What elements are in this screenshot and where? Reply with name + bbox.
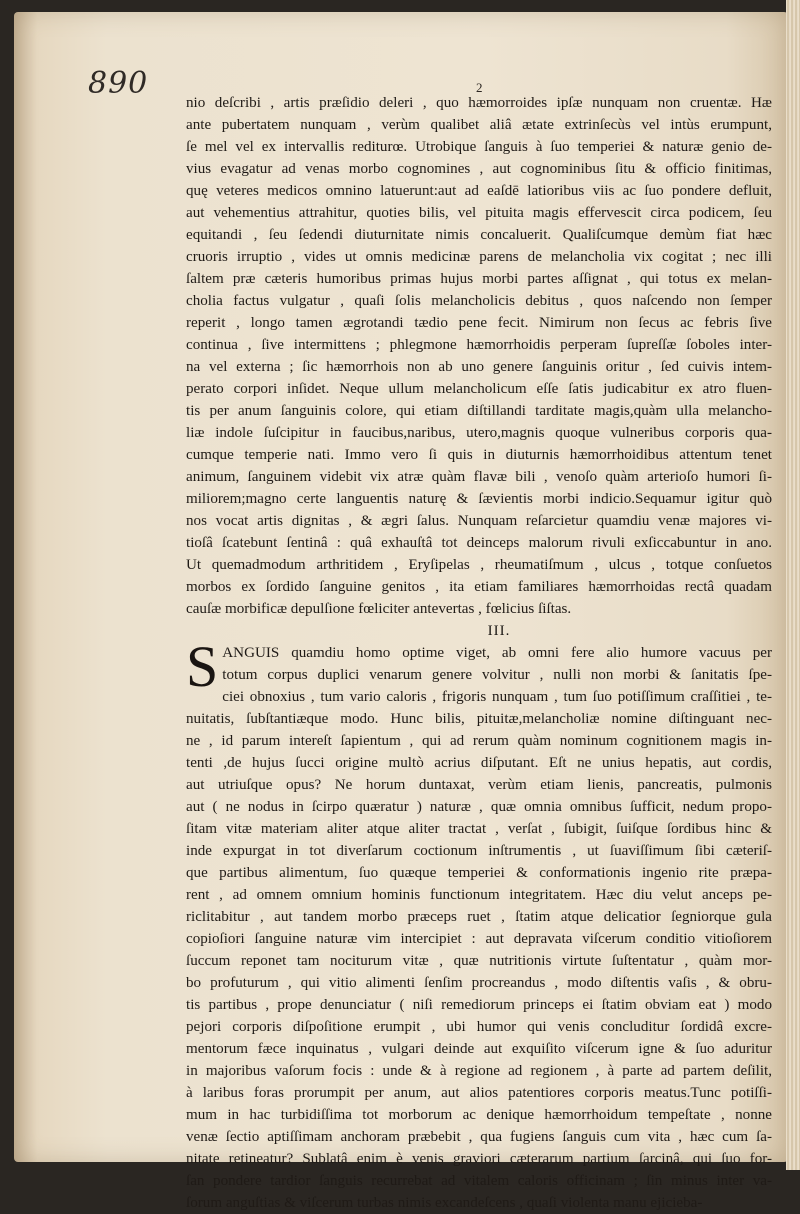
text-line: inde expurgat in tot diverſarum coctionum inſtrumentis , ut ſuaviſſimum ſibi cæteriſ- — [186, 843, 772, 859]
section-heading-numeral: III. — [487, 623, 511, 639]
text-line: continua , ſive intermittens ; phlegmone hæmorrhoidis perperam ſupreſſæ ſoboles inter- — [186, 337, 772, 353]
text-line: ANGUIS quamdiu homo optime viget, ab omni fere alio humore vacuus per — [222, 645, 772, 661]
text-line: aut ( ne nodus in ſcirpo quæratur ) naturæ , quæ omnia omnibus ſufficit, nedum propo- — [186, 799, 772, 815]
text-line: ſitam vitæ materiam aliter atque aliter tractat , verſat , ſubigit, ſuiſque ſordibus hinc & — [186, 821, 772, 837]
text-line: cruoris irruptio , vides ut omnis medicinæ parens de melancholia vix cogitat ; nec illi — [186, 249, 772, 265]
page-edge — [786, 0, 800, 1170]
text-line: perato corpori inſidet. Neque ullum melancholicum eſſe ſatis judicabitur ex atro fluen- — [186, 381, 772, 397]
text-line: tioſâ ſcatebunt ſentinâ : quâ exhauſtâ tot deinceps malorum rivuli exſiccabuntur in ano. — [186, 535, 772, 551]
text-line: nio deſcribi , artis præſidio deleri , quo hæmorroides ipſæ nunquam non cruentæ. Hæ — [186, 95, 772, 111]
text-line: copioſiori ſanguine naturæ vim intercipiet : aut depravata viſcerum conditio vitioſiorem — [186, 931, 772, 947]
text-line: rent , ad omnem omnium hominis functionum integritatem. Hæc diu velut anceps pe- — [186, 887, 772, 903]
text-line: miliorem;magno certe languentis naturę & ſævientis morbi indicio.Sequamur igitur quò — [186, 491, 772, 507]
text-line: nitate retineatur? Sublatâ enim è venis graviori cæterarum partium ſarcinâ, qui ſuo for- — [186, 1151, 772, 1167]
text-line: morbos ex ſordido ſanguine genitos , ita etiam familiares hæmorrhoidas rectâ quadam — [186, 579, 772, 595]
text-line: bo profuturum , qui vitio alimenti ſenſim procreandus , modo diſtentis vaſis , & obru- — [186, 975, 772, 991]
text-line: ne , id parum intereſt ſapientum , qui ad rerum quàm nominum cognitionem magis in- — [186, 733, 772, 749]
text-line: ante pubertatem nunquam , verùm qualibet aliâ ætate extrinſecùs vel intùs erumpunt, — [186, 117, 772, 133]
text-line: aut vehementius attrahitur, quoties bilis, vel pituita magis effervescit circa podicem, ſeu — [186, 205, 772, 221]
paragraph-section-2 — [186, 634, 772, 1214]
text-line: mum in hac turbidiſſima tot morborum ac denique hæmorrhoidum tempeſtate , nonne — [186, 1107, 772, 1123]
text-line: na vel externa ; ſic hæmorrhois non ab uno genere ſanguinis oritur , ſed cuivis intem- — [186, 359, 772, 375]
text-line: tis per anum ſanguinis colore, qui etiam diſtillandi tarditate magis,quàm ulla melancho- — [186, 403, 772, 419]
text-line: nuitatis, ſubſtantiæque modo. Hunc bilis, pituitæ,melancholiæ nomine diſtinguant nec- — [186, 711, 772, 727]
text-block — [186, 92, 772, 1214]
text-line: equitandi , ſeu ſedendi diuturnitate nimis concaluerit. Qualiſcumque demùm fiat hæc — [186, 227, 772, 243]
text-line: nos vocat artis dignitas , & ægri ſalus. Nunquam reſarcietur quamdiu venæ majores vi- — [186, 513, 772, 529]
text-line: cumque temperie nati. Immo vero ſi quis in diuturnis hæmorrhoidibus attentum tenet — [186, 447, 772, 463]
page-number: 890 — [88, 66, 149, 101]
text-line: ciei obnoxius , tum vario caloris , frigoris nunquam , tum ſuo potiſſimum craſſitiei , te- — [222, 689, 772, 705]
text-line: totum corpus duplici venarum genere volvitur , nulli non morbi & ſanitatis ſpe- — [222, 667, 772, 683]
text-line: vius evagatur ad venas morbo cognomines , aut cognominibus ſitu & officio finitimas, — [186, 161, 772, 177]
text-line: tenti ,de hujus ſucci origine multò acrius diſputant. Eſt ne unius hepatis, aut cordis, — [186, 755, 772, 771]
text-line: ſe mel vel ex intervallis rediturœ. Utrobique ſanguis à ſuo temperiei & naturæ genio de- — [186, 139, 772, 155]
text-line: ſan pondere tardior ſanguis recurrebat ad vitalem caloris officinam ; ſin minus inter va- — [186, 1173, 772, 1189]
text-line: venæ ſectio aptiſſimam anchoram præbebit , qua fugiens ſanguis cum vita , hæc cum ſa- — [186, 1129, 772, 1145]
text-line: ſuccum reponet tam nociturum vitæ , quæ nutritionis virtute ſuſtentatur , quàm mor- — [186, 953, 772, 969]
text-line: Ut quemadmodum arthritidem , Eryſipelas , rheumatiſmum , ulcus , totque conſuetos — [186, 557, 772, 573]
signature-mark: 2 — [476, 80, 483, 95]
text-line: animum, ſanguinem videbit vix atræ quàm flavæ bili , venoſo quàm arterioſo humori ſi- — [186, 469, 772, 485]
text-line: cholia factus vulgatur , quaſi ſolis melancholicis debitus , quos naſcendo non ſemper — [186, 293, 772, 309]
paragraph-section-1 — [186, 92, 772, 620]
text-line: pejori corporis diſpoſitione erumpit , ubi humor qui venis concluditur ſordidâ excre- — [186, 1019, 772, 1035]
text-line: in majoribus vaſorum focis : unde & à regione ad regionem , à parte ad partem deſilit, — [186, 1063, 772, 1079]
text-line: à laribus foras prorumpit per anum, aut alios patentiores corporis meatus.Tunc potiſſi- — [186, 1085, 772, 1101]
text-line: liæ indole ſuſcipitur in faucibus,naribus, utero,magnis quoque vulneribus corporis qua- — [186, 425, 772, 441]
text-line: aut utriuſque opus? Ne horum duntaxat, verùm etiam lienis, pancreatis, pulmonis — [186, 777, 772, 793]
text-line: tis partibus , prope denunciatur ( niſi remediorum princeps ei ſtatim obviam eat ) modo — [186, 997, 772, 1013]
text-line: mentorum fæce inquinatus , vulgari deinde aut exquiſito viſcerum igne & ſuo aduritur — [186, 1041, 772, 1057]
text-line: cauſæ morbificæ depulſione fœliciter antevertas , fœlicius ſiſtas. — [186, 601, 572, 617]
text-line: ſaltem præ cæteris humoribus primas hujus morbi partes aſſignat , qui totus ex melan- — [186, 271, 772, 287]
drop-cap: S — [186, 634, 219, 699]
text-line: riclitabitur , aut tandem morbo præceps ruet , ſtatim atque delicatior ſegniorque gula — [186, 909, 772, 925]
text-line: que partibus alimentum, ſuo quæque temperiei & conformationis ingenio rite præpa- — [186, 865, 772, 881]
text-line: ſorum anguſtias & viſcerum turbas nimis excandeſcens , quaſi violenta manu ejicieba- — [186, 1195, 703, 1211]
text-line: quę veteres medicos omnino latuerunt:aut ad eaſdē latioribus viis ac ſuo pondere defluit, — [186, 183, 772, 199]
text-line: reperit , longo tamen ægrotandi tædio pene fecit. Nimirum non ſecus ac febris ſive — [186, 315, 772, 331]
